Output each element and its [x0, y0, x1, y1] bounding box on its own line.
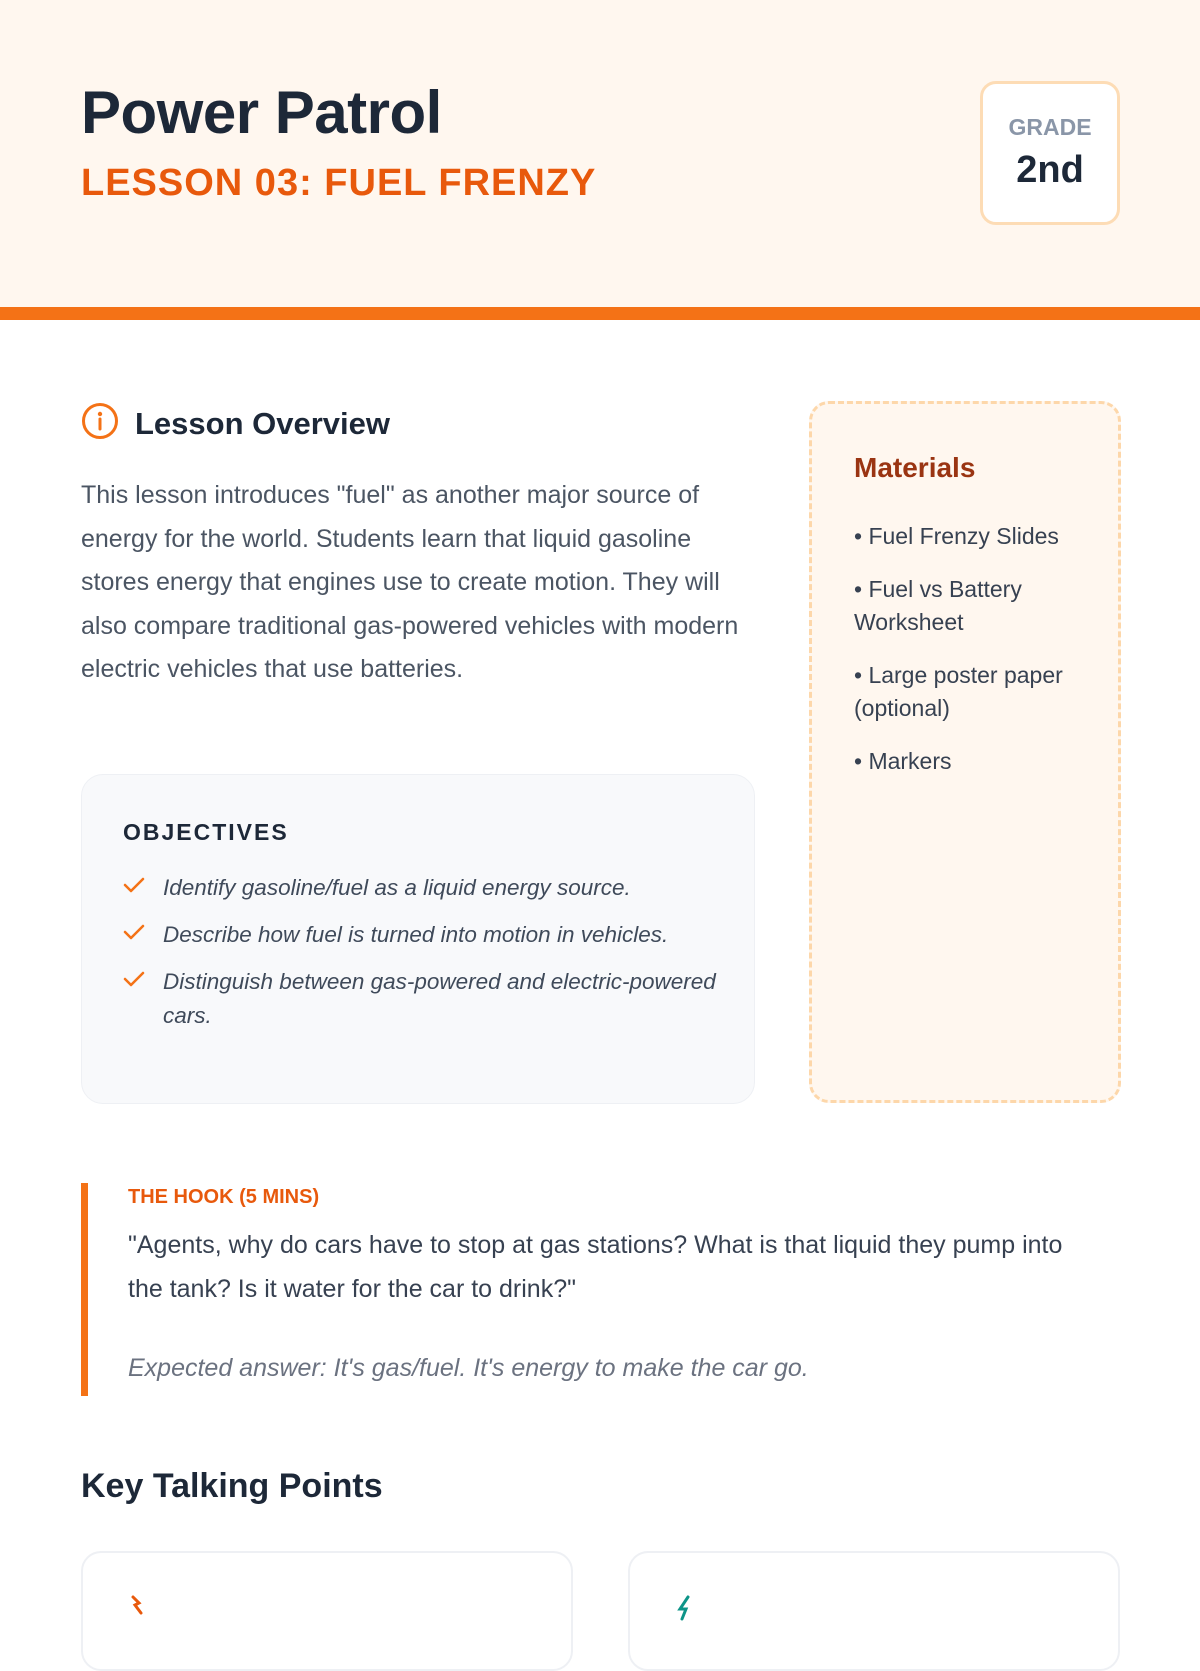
hook-label: THE HOOK (5 MINS) — [128, 1186, 320, 1208]
objective-text: Describe how fuel is turned into motion in vehicles. — [163, 922, 669, 947]
grade-badge — [980, 81, 1120, 225]
header-divider — [0, 307, 1200, 320]
overview-title: Lesson Overview — [135, 405, 391, 441]
overview-text: This lesson introduces "fuel" as another major source of energy for the world. Students learn that liquid gasoline stores energy that engines use to create motion. They will also compare traditional gas-powered vehicles with modern electric vehicles that use batteries. — [81, 481, 739, 683]
list-item — [123, 871, 723, 905]
objectives-card — [81, 774, 755, 1104]
grade-value: 2nd — [1016, 149, 1084, 191]
fuel-icon — [125, 1593, 155, 1628]
objectives-list — [123, 871, 723, 1046]
check-icon — [123, 971, 145, 992]
list-item: • Markers — [854, 748, 952, 774]
list-item: • Fuel vs Battery Worksheet — [854, 576, 1022, 635]
hook-section — [81, 1183, 1121, 1396]
grade-label: GRADE — [1008, 114, 1092, 140]
talking-point-card — [628, 1551, 1120, 1671]
info-icon — [81, 402, 119, 445]
hook-expected-answer: Expected answer: It's gas/fuel. It's energy to make the car go. — [128, 1354, 809, 1382]
list-item: • Large poster paper (optional) — [854, 662, 1063, 721]
list-item: • Fuel Frenzy Slides — [854, 523, 1059, 549]
talking-point-card — [81, 1551, 573, 1671]
objective-text: Distinguish between gas-powered and electric-powered cars. — [163, 969, 716, 1028]
overview-heading — [81, 402, 390, 445]
key-points-heading: Key Talking Points — [81, 1467, 383, 1505]
lesson-header — [0, 0, 1200, 307]
list-item — [123, 918, 723, 952]
materials-card — [809, 401, 1121, 1103]
hook-quote: "Agents, why do cars have to stop at gas stations? What is that liquid they pump into the tank? Is it water for the car to drink?" — [128, 1231, 1063, 1303]
list-item — [123, 965, 723, 1033]
check-icon — [123, 924, 145, 945]
lesson-subtitle: LESSON 03: FUEL FRENZY — [81, 162, 597, 204]
materials-list — [854, 520, 1094, 798]
page-title: Power Patrol — [81, 79, 442, 146]
objective-text: Identify gasoline/fuel as a liquid energy source. — [163, 875, 631, 900]
objectives-heading: OBJECTIVES — [123, 819, 289, 845]
check-icon — [123, 877, 145, 898]
materials-heading: Materials — [854, 452, 976, 483]
battery-icon — [672, 1593, 702, 1628]
